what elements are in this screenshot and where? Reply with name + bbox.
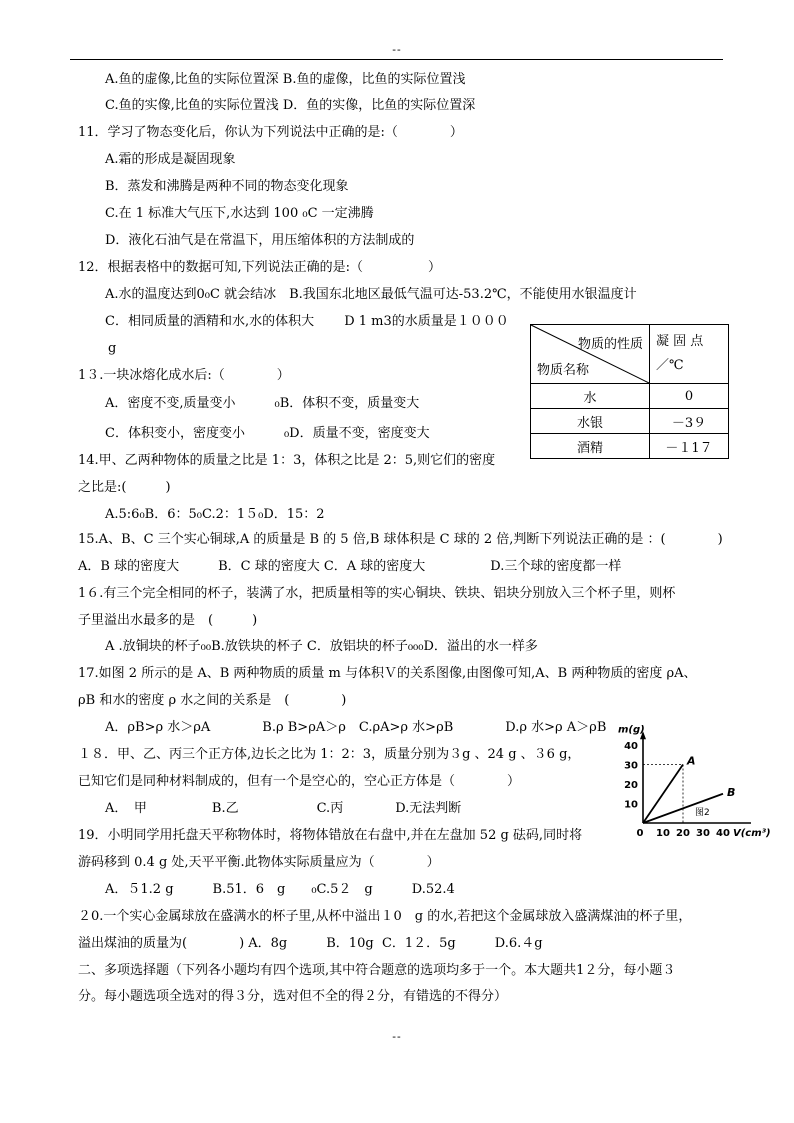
table-header-substance: 物质名称 xyxy=(537,363,590,378)
table-header-freezing-point xyxy=(650,325,729,384)
x-axis-label: V(cm³) xyxy=(733,828,771,839)
header-rule xyxy=(70,59,723,60)
y-tick-label: 20 xyxy=(624,780,638,791)
q18-options: A． 甲 B.乙 C.丙 D.无法判断 xyxy=(105,801,462,816)
q14-stem-cont: 之比是:( ) xyxy=(78,480,171,495)
q16-stem-cont: 子里溢出水最多的是 ( ) xyxy=(78,613,258,628)
q19-stem-cont: 游码移到 0.4 g 处,天平平衡.此物体实际质量应为（ ） xyxy=(78,855,440,870)
freezing-value: －１1７ xyxy=(650,434,729,459)
q20-stem: ２0.一个实心金属球放在盛满水的杯子里,从杯中溢出１0 g 的水,若把这个金属球放入盛满煤油的杯子里， xyxy=(78,909,692,924)
table-header-property: 物质的性质 xyxy=(577,337,643,352)
y-tick-label: 40 xyxy=(624,741,638,752)
section2-heading: 二、多项选择题（下列各小题均有四个选项,其中符合题意的选项均多于一个。本大题共1２分，每小题３ xyxy=(78,963,676,978)
q15-stem: 15.A、B、C 三个实心铜球,A 的质量是 B 的 5 倍,B 球体积是 C 球的 2 倍,判断下列说法正确的是 ：( ) xyxy=(78,532,723,547)
x-tick-label: 20 xyxy=(676,828,690,839)
table-row xyxy=(531,384,729,409)
q11-option-d: D．液化石油气是在常温下，用压缩体积的方法制成的 xyxy=(105,233,415,248)
figure-caption: 图2 xyxy=(695,808,710,819)
x-tick-label: 40 xyxy=(716,828,730,839)
q14-stem: 14.甲、乙两种物体的质量之比是 1：3，体积之比是 2：5,则它们的密度 xyxy=(78,453,496,468)
q20-stem-options: 溢出煤油的质量为( ) A．8g B．10g C．1２．5g D.6.４g xyxy=(78,936,543,951)
y-tick-label: 30 xyxy=(624,760,638,772)
table-header-unit: ／℃ xyxy=(656,358,684,373)
q13-option-ab: A．密度不变,质量变小 ₀B．体积不变，质量变大 xyxy=(105,396,420,411)
q15-options: A．B 球的密度大 B．C 球的密度大 C．A 球的密度大 D.三个球的密度都一样 xyxy=(78,559,622,574)
q19-options: A．５1.2 g B.51．6 g ₀C.5２ g D.52.4 xyxy=(105,882,455,897)
q16-stem: 1６.有三个完全相同的杯子，装满了水，把质量相等的实心铜块、铁块、铝块分别放入三个杯子里，则杯 xyxy=(78,586,676,601)
q14-options: A.5:6₀B．6：5₀C.2：1５₀D．15：2 xyxy=(105,507,325,522)
table-row xyxy=(531,409,729,434)
freezing-value: －3９ xyxy=(650,409,729,434)
q12-stem: 12．根据表格中的数据可知,下列说法正确的是:（ ） xyxy=(78,260,442,275)
q11-option-b: B．蒸发和沸腾是两种不同的物态变化现象 xyxy=(105,179,349,194)
q16-options: A .放铜块的杯子₀₀B.放铁块的杯子 C．放铝块的杯子₀₀₀D．溢出的水一样多 xyxy=(105,639,538,654)
q12-unit: g xyxy=(108,341,117,356)
q11-option-a: A.霜的形成是凝固现象 xyxy=(105,152,236,167)
header-mark: -- xyxy=(392,43,402,56)
q17-options: A．ρB>ρ 水＞ρA B.ρ B>ρA＞ρ C.ρA>ρ 水>ρB D.ρ 水>ρ A＞ρB xyxy=(105,720,607,735)
substance-name: 酒精 xyxy=(531,434,650,459)
q11-option-c: C.在 1 标准大气压下,水达到 100 ₀C 一定沸腾 xyxy=(105,206,374,221)
freezing-value: 0 xyxy=(650,384,729,409)
x-tick-label: 0 xyxy=(636,828,644,839)
q12-option-cd: C．相同质量的酒精和水,水的体积大 D 1 m3的水质量是１０００ xyxy=(105,314,509,329)
q13-stem: 1３.一块冰熔化成水后:（ ） xyxy=(78,368,290,383)
y-tick-label: 10 xyxy=(624,799,638,811)
q12-option-ab: A.水的温度达到0₀C 就会结冰 B.我国东北地区最低气温可达-53.2℃，不能使用水银温度计 xyxy=(105,287,637,302)
q17-stem-cont: ρB 和水的密度 ρ 水之间的关系是 ( ) xyxy=(78,693,347,708)
q10-option-ab: A.鱼的虚像,比鱼的实际位置深 B.鱼的虚像，比鱼的实际位置浅 xyxy=(105,72,466,87)
q17-stem: 17.如图 2 所示的是 A、B 两种物质的质量 m 与体积Ｖ的关系图像,由图像可知,A、B 两种物质的密度 ρA、 xyxy=(78,666,697,681)
q13-option-cd: C．体积变小，密度变小 ₀D．质量不变，密度变大 xyxy=(105,426,430,441)
table-row xyxy=(531,434,729,459)
table-header-diagonal-cell xyxy=(531,325,650,384)
section2-heading-cont: 分。每小题选项全选对的得３分，选对但不全的得２分，有错选的不得分） xyxy=(78,989,508,1004)
table-header-freezing-label: 凝 固 点 xyxy=(656,334,704,349)
freezing-point-table xyxy=(530,324,729,459)
series-label-A: A xyxy=(687,754,696,768)
x-tick-label: 30 xyxy=(696,828,710,839)
y-axis-label: m(g) xyxy=(618,724,645,736)
x-tick-label: 10 xyxy=(656,828,670,839)
q18-stem: １８．甲、乙、丙三个正方体,边长之比为 1：2：3，质量分别为３g 、24 g 、３6 g， xyxy=(78,747,581,762)
mass-volume-graph xyxy=(610,724,780,845)
footer-mark: -- xyxy=(392,1030,402,1043)
series-label-B: B xyxy=(727,785,736,799)
substance-name: 水银 xyxy=(531,409,650,434)
series-line-A xyxy=(643,765,683,824)
q18-stem-cont: 已知它们是同种材料制成的，但有一个是空心的，空心正方体是（ ） xyxy=(78,774,521,789)
substance-name: 水 xyxy=(531,384,650,409)
q11-stem: 11．学习了物态变化后，你认为下列说法中正确的是:（ ） xyxy=(78,125,463,140)
q10-option-cd: C.鱼的实像,比鱼的实际位置浅 D．鱼的实像，比鱼的实际位置深 xyxy=(105,98,476,113)
q19-stem: 19．小明同学用托盘天平称物体时，将物体错放在右盘中,并在左盘加 52 g 砝码,同时将 xyxy=(78,828,583,843)
